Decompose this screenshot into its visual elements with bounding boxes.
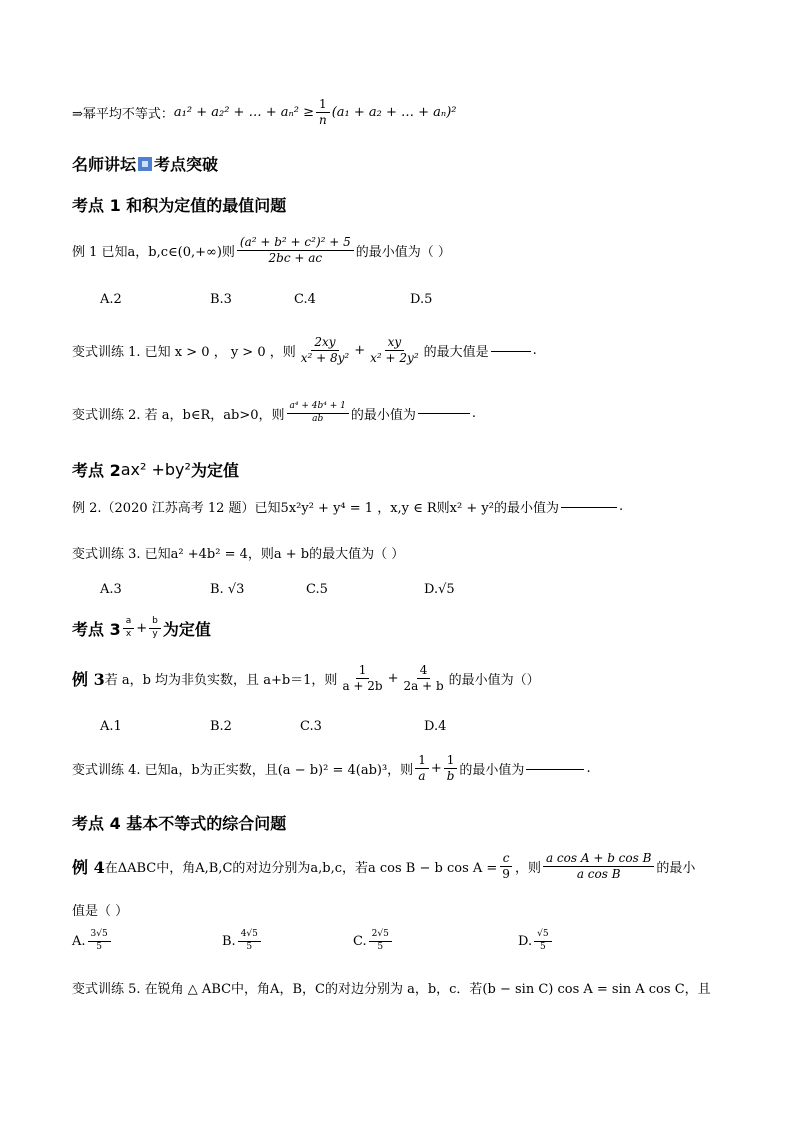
- variant-3-option-a: A.3: [100, 582, 122, 597]
- fraction-denominator: 9: [502, 867, 510, 882]
- kaodian-2-prefix: 考点 2: [72, 461, 121, 480]
- example-4-prefix: 在ΔABC中，角A,B,C的对边分别为a,b,c，若a cos B − b cos A =: [104, 861, 498, 877]
- example-4: [72, 852, 695, 881]
- variant-1-fraction-2: [367, 336, 422, 365]
- example-1-suffix: 的最小值为（ ）: [355, 245, 451, 261]
- kaodian-2-expr: ax² +by²: [120, 460, 191, 479]
- kaodian-4-heading: 考点 4 基本不等式的综合问题: [72, 814, 287, 833]
- fraction-numerator: 1: [444, 754, 458, 769]
- section-title-left: 名师讲坛: [72, 155, 137, 174]
- power-mean-line: [72, 98, 457, 127]
- fraction-numerator: 1: [316, 98, 330, 113]
- example-4-option-b: [222, 930, 263, 953]
- fraction-denominator: a + 2b: [342, 679, 383, 694]
- example-4-fraction-1: [499, 852, 513, 881]
- example-1-option-c: C.4: [294, 292, 316, 307]
- fraction-numerator: 1: [356, 664, 370, 679]
- kaodian-3-heading: [72, 617, 211, 640]
- power-mean-lhs: a₁² + a₂² + … + aₙ² ≥: [173, 105, 314, 121]
- kaodian-3-fraction-1: [123, 617, 135, 640]
- example-4-option-a: [72, 930, 113, 953]
- fraction-denominator: ab: [312, 413, 324, 424]
- kaodian-3-fraction-2: [149, 617, 161, 640]
- variant-3-option-d: D.√5: [424, 582, 455, 597]
- plus-sign: +: [136, 621, 148, 636]
- example-3-option-a: A.1: [100, 719, 122, 734]
- variant-4-prefix: 变式训练 4. 已知a，b为正实数，且(a − b)² = 4(ab)³，则: [72, 763, 414, 779]
- variant-2: [72, 402, 476, 425]
- variant-1-prefix: 变式训练 1. 已知 x > 0 ， y > 0 ，则: [72, 345, 296, 361]
- variant-3: 变式训练 3. 已知a² +4b² = 4，则a + b的最大值为（ ）: [72, 547, 405, 562]
- kaodian-3-prefix: 考点 3: [72, 620, 121, 639]
- example-3-option-b: B.2: [210, 719, 232, 734]
- fraction-numerator: 4√5: [238, 930, 261, 942]
- fraction-denominator: 5: [539, 941, 546, 952]
- answer-blank: [561, 506, 617, 508]
- variant-3-option-c: C.5: [306, 582, 328, 597]
- fraction-denominator: x: [125, 629, 132, 639]
- variant-4-suffix: 的最小值为: [459, 763, 525, 779]
- period: .: [618, 499, 624, 514]
- example-1-fraction: [237, 236, 354, 265]
- fraction-denominator: a cos B: [576, 867, 621, 882]
- kaodian-2-suffix: 为定值: [190, 461, 239, 480]
- example-4-suffix: 的最小: [656, 861, 696, 877]
- fraction-numerator: b: [149, 617, 161, 629]
- example-4-mid: ，则: [514, 861, 541, 877]
- variant-1-suffix: 的最大值是: [423, 345, 489, 361]
- fraction-numerator: a cos A + b cos B: [543, 852, 654, 867]
- example-3-option-c: C.3: [300, 719, 322, 734]
- fraction-numerator: a: [123, 617, 135, 629]
- option-fraction: [238, 930, 261, 953]
- example-3-label: 例 3: [72, 670, 105, 690]
- power-mean-rhs: (a₁ + a₂ + … + aₙ)²: [331, 105, 457, 121]
- fraction-denominator: 5: [246, 941, 253, 952]
- power-mean-prefix: ⇒幂平均不等式：: [72, 107, 174, 123]
- fraction-denominator: n: [318, 113, 327, 128]
- fraction-denominator: 2a + b: [403, 679, 444, 694]
- variant-1-fraction-1: [298, 336, 353, 365]
- fraction-denominator: a: [418, 769, 426, 784]
- example-4-fraction-2: [543, 852, 654, 881]
- period: .: [532, 343, 537, 359]
- fraction-denominator: x² + 2y²: [370, 351, 419, 366]
- kaodian-3-suffix: 为定值: [162, 620, 211, 639]
- answer-blank: [526, 768, 584, 770]
- variant-3-option-b: B. √3: [210, 582, 245, 597]
- answer-blank: [418, 412, 470, 414]
- example-1-prefix: 例 1 已知a，b,c∈(0,+∞)则: [72, 245, 235, 261]
- plus-sign: +: [430, 761, 442, 777]
- option-label: D.: [518, 933, 533, 949]
- fraction-numerator: √5: [534, 930, 551, 942]
- kaodian-1-heading: 考点 1 和积为定值的最值问题: [72, 196, 287, 215]
- variant-4: [72, 754, 591, 783]
- example-2-text: 例 2.（2020 江苏高考 12 题）已知5x²y² + y⁴ = 1 ，x,y ∈ R则x² + y²的最小值为: [72, 501, 559, 516]
- option-fraction: [534, 930, 551, 953]
- fraction-numerator: 1: [415, 754, 429, 769]
- fraction-denominator: b: [446, 769, 455, 784]
- fraction-denominator: 2bc + ac: [268, 251, 323, 266]
- example-1-option-b: B.3: [210, 292, 232, 307]
- option-label: C.: [353, 933, 367, 949]
- square-icon: [138, 157, 152, 171]
- fraction-denominator: x² + 8y²: [300, 351, 350, 366]
- period: .: [586, 761, 591, 777]
- example-2: [72, 497, 623, 516]
- fraction-numerator: xy: [385, 336, 405, 351]
- fraction-numerator: 2xy: [311, 336, 338, 351]
- fraction-denominator: y: [152, 629, 158, 639]
- option-fraction: [369, 930, 392, 953]
- fraction-numerator: 4: [417, 664, 431, 679]
- fraction-numerator: 3√5: [88, 930, 111, 942]
- variant-1: [72, 336, 537, 365]
- example-1-option-a: A.2: [100, 292, 122, 307]
- example-3-prefix: 若 a，b 均为非负实数，且 a+b＝1，则: [104, 673, 338, 689]
- variant-2-suffix: 的最小值为: [350, 407, 416, 423]
- example-4-label: 例 4: [72, 858, 105, 878]
- variant-4-fraction-1: [415, 754, 429, 783]
- period: .: [471, 405, 477, 421]
- example-4-option-c: [353, 930, 394, 953]
- kaodian-2-heading: [72, 458, 239, 481]
- example-3-fraction-2: [401, 664, 447, 693]
- variant-2-fraction: [287, 402, 349, 425]
- example-3-fraction-1: [339, 664, 385, 693]
- fraction-denominator: 5: [377, 941, 384, 952]
- power-mean-fraction: [316, 98, 330, 127]
- fraction-numerator: 2√5: [369, 930, 392, 942]
- variant-2-prefix: 变式训练 2. 若 a，b∈R，ab>0，则: [72, 407, 285, 423]
- variant-5: 变式训练 5. 在锐角 △ ABC中，角A，B，C的对边分别为 a，b，c．若(b − sin C) cos A = sin A cos C，且: [72, 982, 711, 997]
- fraction-denominator: 5: [96, 941, 102, 952]
- example-3-option-d: D.4: [424, 719, 447, 734]
- option-label: A.: [72, 933, 86, 949]
- section-title-right: 考点突破: [154, 155, 219, 174]
- option-fraction: [88, 930, 111, 953]
- fraction-numerator: (a² + b² + c²)² + 5: [237, 236, 354, 251]
- example-1-option-d: D.5: [410, 292, 433, 307]
- option-label: B.: [222, 933, 236, 949]
- example-1: [72, 236, 451, 265]
- plus-sign: +: [387, 671, 399, 687]
- example-4-line2: 值是（ ）: [72, 904, 129, 919]
- answer-blank: [491, 350, 531, 352]
- section-title: [72, 152, 218, 175]
- example-4-option-d: [518, 930, 554, 953]
- variant-4-fraction-2: [444, 754, 458, 783]
- fraction-numerator: c: [500, 852, 513, 867]
- example-3-suffix: 的最小值为（）: [448, 673, 540, 689]
- plus-sign: +: [354, 343, 366, 359]
- example-3: [72, 664, 540, 693]
- fraction-numerator: a⁴ + 4b⁴ + 1: [287, 402, 349, 414]
